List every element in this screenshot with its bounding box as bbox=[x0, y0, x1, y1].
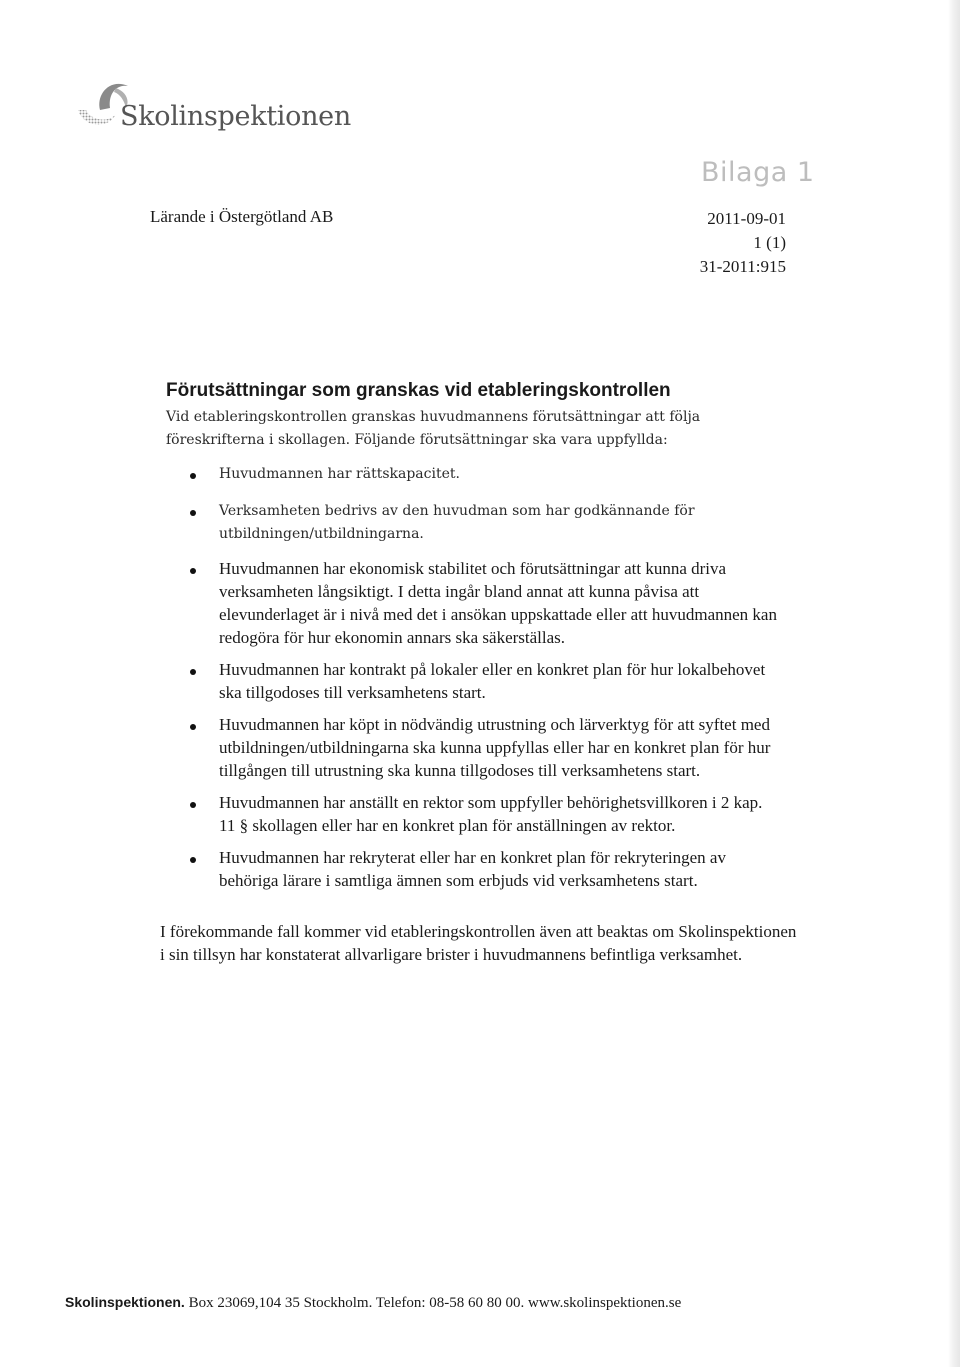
bullet-icon bbox=[190, 473, 196, 479]
bullet-icon bbox=[190, 669, 196, 675]
condition-text: Huvudmannen har rekryterat eller har en konkret plan för rekryteringen av behöriga lärare i samtliga ämnen som erbjuds vid verksamhetens start. bbox=[219, 848, 726, 890]
bullet-icon bbox=[190, 568, 196, 574]
list-item bbox=[180, 463, 780, 486]
list-item bbox=[180, 658, 780, 704]
bullet-icon bbox=[190, 724, 196, 730]
bullet-icon bbox=[190, 857, 196, 863]
condition-text: Huvudmannen har anställt en rektor som uppfyller behörighetsvillkoren i 2 kap. 11 § skollagen eller har en konkret plan för anställningen av rektor. bbox=[219, 793, 763, 835]
conditions-list bbox=[180, 463, 780, 892]
bullet-icon bbox=[190, 802, 196, 808]
condition-text: Huvudmannen har ekonomisk stabilitet och förutsättningar att kunna driva verksamheten långsiktigt. I detta ingår bland annat att kunna påvisa att elevunderlaget är i nivå med det i ansökan uppskattade eller att huvudmannen kan redogöra för hur ekonomin annars ska säkerställas. bbox=[219, 559, 777, 647]
annex-label: Bilaga 1 bbox=[701, 157, 815, 188]
condition-text: Huvudmannen har köpt in nödvändig utrustning och lärverktyg för att syftet med utbildningen/utbildningarna ska kunna uppfyllas eller har en konkret plan för hur tillgången till utrustning ska kunna tillgodoses till verksamhetens start. bbox=[219, 715, 771, 780]
footer-contact: Box 23069,104 35 Stockholm. Telefon: 08-58 60 80 00. www.skolinspektionen.se bbox=[184, 1295, 682, 1311]
condition-text: Verksamheten bedrivs av den huvudman som har godkännande för utbildningen/utbildningarna. bbox=[219, 503, 695, 542]
document-date: 2011-09-01 bbox=[707, 209, 786, 228]
condition-text: Huvudmannen har kontrakt på lokaler eller en konkret plan för hur lokalbehovet ska tillgodoses till verksamhetens start. bbox=[219, 660, 766, 702]
intro-paragraph: Vid etableringskontrollen granskas huvudmannens förutsättningar att följa föreskrifterna i skollagen. Följande förutsättningar ska vara uppfyllda: bbox=[166, 409, 701, 448]
recipient-name: Lärande i Östergötland AB bbox=[150, 207, 334, 226]
condition-text: Huvudmannen har rättskapacitet. bbox=[219, 466, 460, 482]
list-item bbox=[180, 791, 780, 837]
list-item bbox=[180, 846, 780, 892]
page-footer bbox=[65, 1294, 681, 1312]
reference-number: 31-2011:915 bbox=[699, 257, 786, 276]
closing-paragraph: I förekommande fall kommer vid etableringskontrollen även att beaktas om Skolinspektionen i sin tillsyn har konstaterat allvarligare brister i huvudmannens befintliga verksamhet. bbox=[160, 922, 797, 964]
list-item bbox=[180, 557, 780, 649]
bullet-icon bbox=[190, 510, 196, 516]
page-number: 1 (1) bbox=[753, 233, 786, 252]
footer-org-name: Skolinspektionen. bbox=[65, 1294, 185, 1310]
organization-logo-text: Skolinspektionen bbox=[120, 101, 351, 132]
document-meta bbox=[700, 207, 786, 279]
scan-edge bbox=[948, 0, 960, 1367]
list-item bbox=[180, 500, 780, 546]
list-item bbox=[180, 713, 780, 782]
section-heading: Förutsättningar som granskas vid etableringskontrollen bbox=[166, 380, 671, 401]
